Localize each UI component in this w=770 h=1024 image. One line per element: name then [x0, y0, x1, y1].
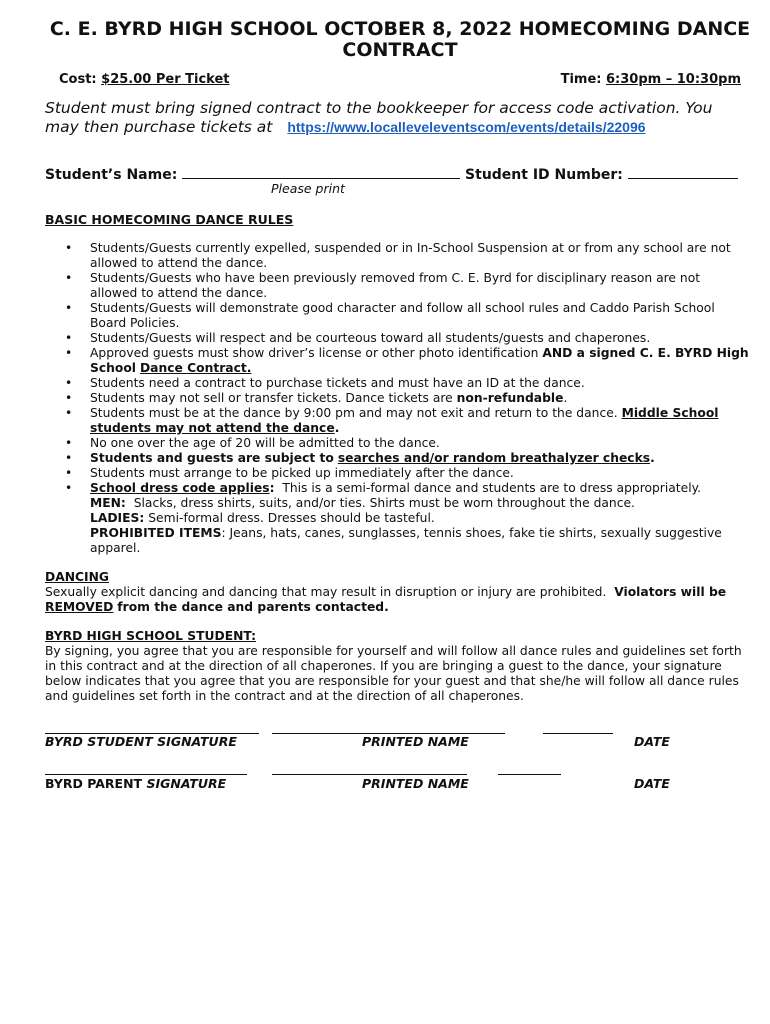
student-name-field[interactable]	[182, 165, 460, 179]
parent-signature-label	[45, 776, 226, 791]
list-item	[45, 511, 750, 526]
parent-printed-name-field[interactable]	[272, 774, 467, 775]
rule-emphasis: Middle School students may not attend the dance	[90, 406, 719, 435]
dancing-section	[45, 570, 750, 615]
cost-label: Cost:	[59, 72, 97, 87]
parent-signature-label-a: BYRD PARENT	[45, 776, 143, 791]
rule-text: Students/Guests who have been previously removed from C. E. Byrd for disciplinary reason are not allowed to attend the dance.	[90, 271, 701, 300]
rule-text: Students must arrange to be picked up immediately after the dance.	[90, 466, 514, 480]
rule-text: Students must be at the dance by 9:00 pm and may not exit and return to the dance.	[90, 406, 618, 420]
rule-emphasis: LADIES:	[90, 511, 145, 525]
event-time	[561, 72, 741, 87]
rule-emphasis: AND a signed C. E. BYRD High School	[90, 346, 749, 375]
dancing-removed: REMOVED	[45, 600, 114, 614]
parent-date-label: DATE	[634, 776, 670, 791]
time-label: Time:	[560, 72, 602, 87]
ticket-cost	[59, 72, 230, 87]
rules-heading: BASIC HOMECOMING DANCE RULES	[45, 212, 294, 227]
list-item: PROHIBITED ITEMS: Jeans, hats, canes, sunglasses, tennis shoes, fake tie shirts, sexually suggestive apparel.	[90, 526, 722, 555]
student-info-fields	[45, 165, 738, 183]
student-name-label: Student’s Name:	[45, 167, 178, 183]
rule-text: This is a semi-formal dance and students are to dress appropriately.	[282, 481, 702, 495]
parent-signature-field[interactable]	[45, 774, 247, 775]
list-item	[45, 466, 750, 481]
dancing-warning-end: from the dance and parents contacted.	[117, 600, 389, 614]
list-item: • Students may not sell or transfer tickets. Dance tickets are non-refundable.	[45, 391, 750, 406]
student-date-label: DATE	[634, 734, 670, 749]
print-hint: Please print	[271, 181, 345, 196]
student-id-label: Student ID Number:	[465, 167, 623, 183]
list-item	[45, 271, 750, 301]
intro-text: Student must bring signed contract to the bookkeeper for access code activation. You may then purchase tickets at	[45, 99, 713, 136]
list-item	[45, 301, 750, 331]
rule-text: No one over the age of 20 will be admitted to the dance.	[90, 436, 440, 450]
parent-date-field[interactable]	[498, 774, 561, 775]
ticket-link[interactable]: https://www.localleveleventscom/events/details/22096	[287, 119, 646, 135]
page-title: C. E. BYRD HIGH SCHOOL OCTOBER 8, 2022 HOMECOMING DANCE CONTRACT	[49, 18, 751, 61]
dancing-warning: Violators will be	[614, 585, 727, 599]
rule-text: Students may not sell or transfer tickets. Dance tickets are	[90, 391, 453, 405]
student-printed-name-label: PRINTED NAME	[362, 734, 469, 749]
rule-emphasis: searches and/or random breathalyzer checks	[337, 451, 651, 465]
intro-paragraph	[45, 99, 750, 137]
parent-signature-label-b: SIGNATURE	[146, 776, 227, 791]
rule-emphasis: Students and guests are subject to	[90, 451, 334, 465]
list-item	[45, 436, 750, 451]
list-item: • Students and guests are subject to searches and/or random breathalyzer checks.	[45, 451, 750, 466]
rule-text: Jeans, hats, canes, sunglasses, tennis shoes, fake tie shirts, sexually suggestive apparel.	[90, 526, 722, 555]
rule-emphasis: MEN:	[90, 496, 126, 510]
list-item: • Students must be at the dance by 9:00 pm and may not exit and return to the dance. Middle School students may not attend the dance.	[45, 406, 750, 436]
rule-text: Students/Guests will respect and be courteous toward all students/guests and chaperones.	[90, 331, 651, 345]
list-item	[45, 331, 750, 346]
list-item	[45, 496, 750, 511]
dancing-text: Sexually explicit dancing and dancing that may result in disruption or injury are prohibited.	[45, 585, 607, 599]
rule-emphasis: PROHIBITED ITEMS	[90, 526, 222, 540]
student-date-field[interactable]	[543, 733, 613, 734]
list-item: • School dress code applies: This is a semi-formal dance and students are to dress appropriately.	[45, 481, 750, 496]
student-id-field[interactable]	[628, 165, 738, 179]
rule-text: Students/Guests currently expelled, suspended or in In-School Suspension at or from any school are not allowed to attend the dance.	[90, 241, 731, 270]
student-agreement-section	[45, 629, 750, 704]
rule-text: Slacks, dress shirts, suits, and/or ties. Shirts must be worn throughout the dance.	[133, 496, 635, 510]
list-item	[45, 376, 750, 391]
time-value: 6:30pm – 10:30pm	[606, 72, 741, 87]
list-item	[45, 346, 750, 376]
rules-list	[45, 241, 750, 556]
rule-emphasis: non-refundable	[456, 391, 564, 405]
cost-value: $25.00 Per Ticket	[101, 72, 230, 87]
parent-printed-name-label: PRINTED NAME	[362, 776, 469, 791]
rule-text: Approved guests must show driver’s license or other photo identification	[90, 346, 539, 360]
student-signature-label: BYRD STUDENT SIGNATURE	[45, 734, 237, 749]
list-item	[45, 241, 750, 271]
student-agreement-heading: BYRD HIGH SCHOOL STUDENT:	[45, 629, 257, 643]
rule-emphasis: Dance Contract.	[139, 361, 252, 375]
rule-text: Students/Guests will demonstrate good character and follow all school rules and Caddo Parish School Board Policies.	[90, 301, 715, 330]
dancing-heading: DANCING	[45, 570, 110, 584]
rule-emphasis: School dress code applies	[90, 481, 270, 495]
rule-text: Semi-formal dress. Dresses should be tasteful.	[148, 511, 435, 525]
student-agreement-text: By signing, you agree that you are responsible for yourself and will follow all dance rules and guidelines set forth in this contract and at the direction of all chaperones. If you are bringing a guest to the dance, your signature below indicates that you agree that you are responsible for your guest and that she/he will follow all dance rules and guidelines set forth in the contract and at the direction of all chaperones.	[45, 644, 742, 703]
rule-text: Students need a contract to purchase tickets and must have an ID at the dance.	[90, 376, 585, 390]
